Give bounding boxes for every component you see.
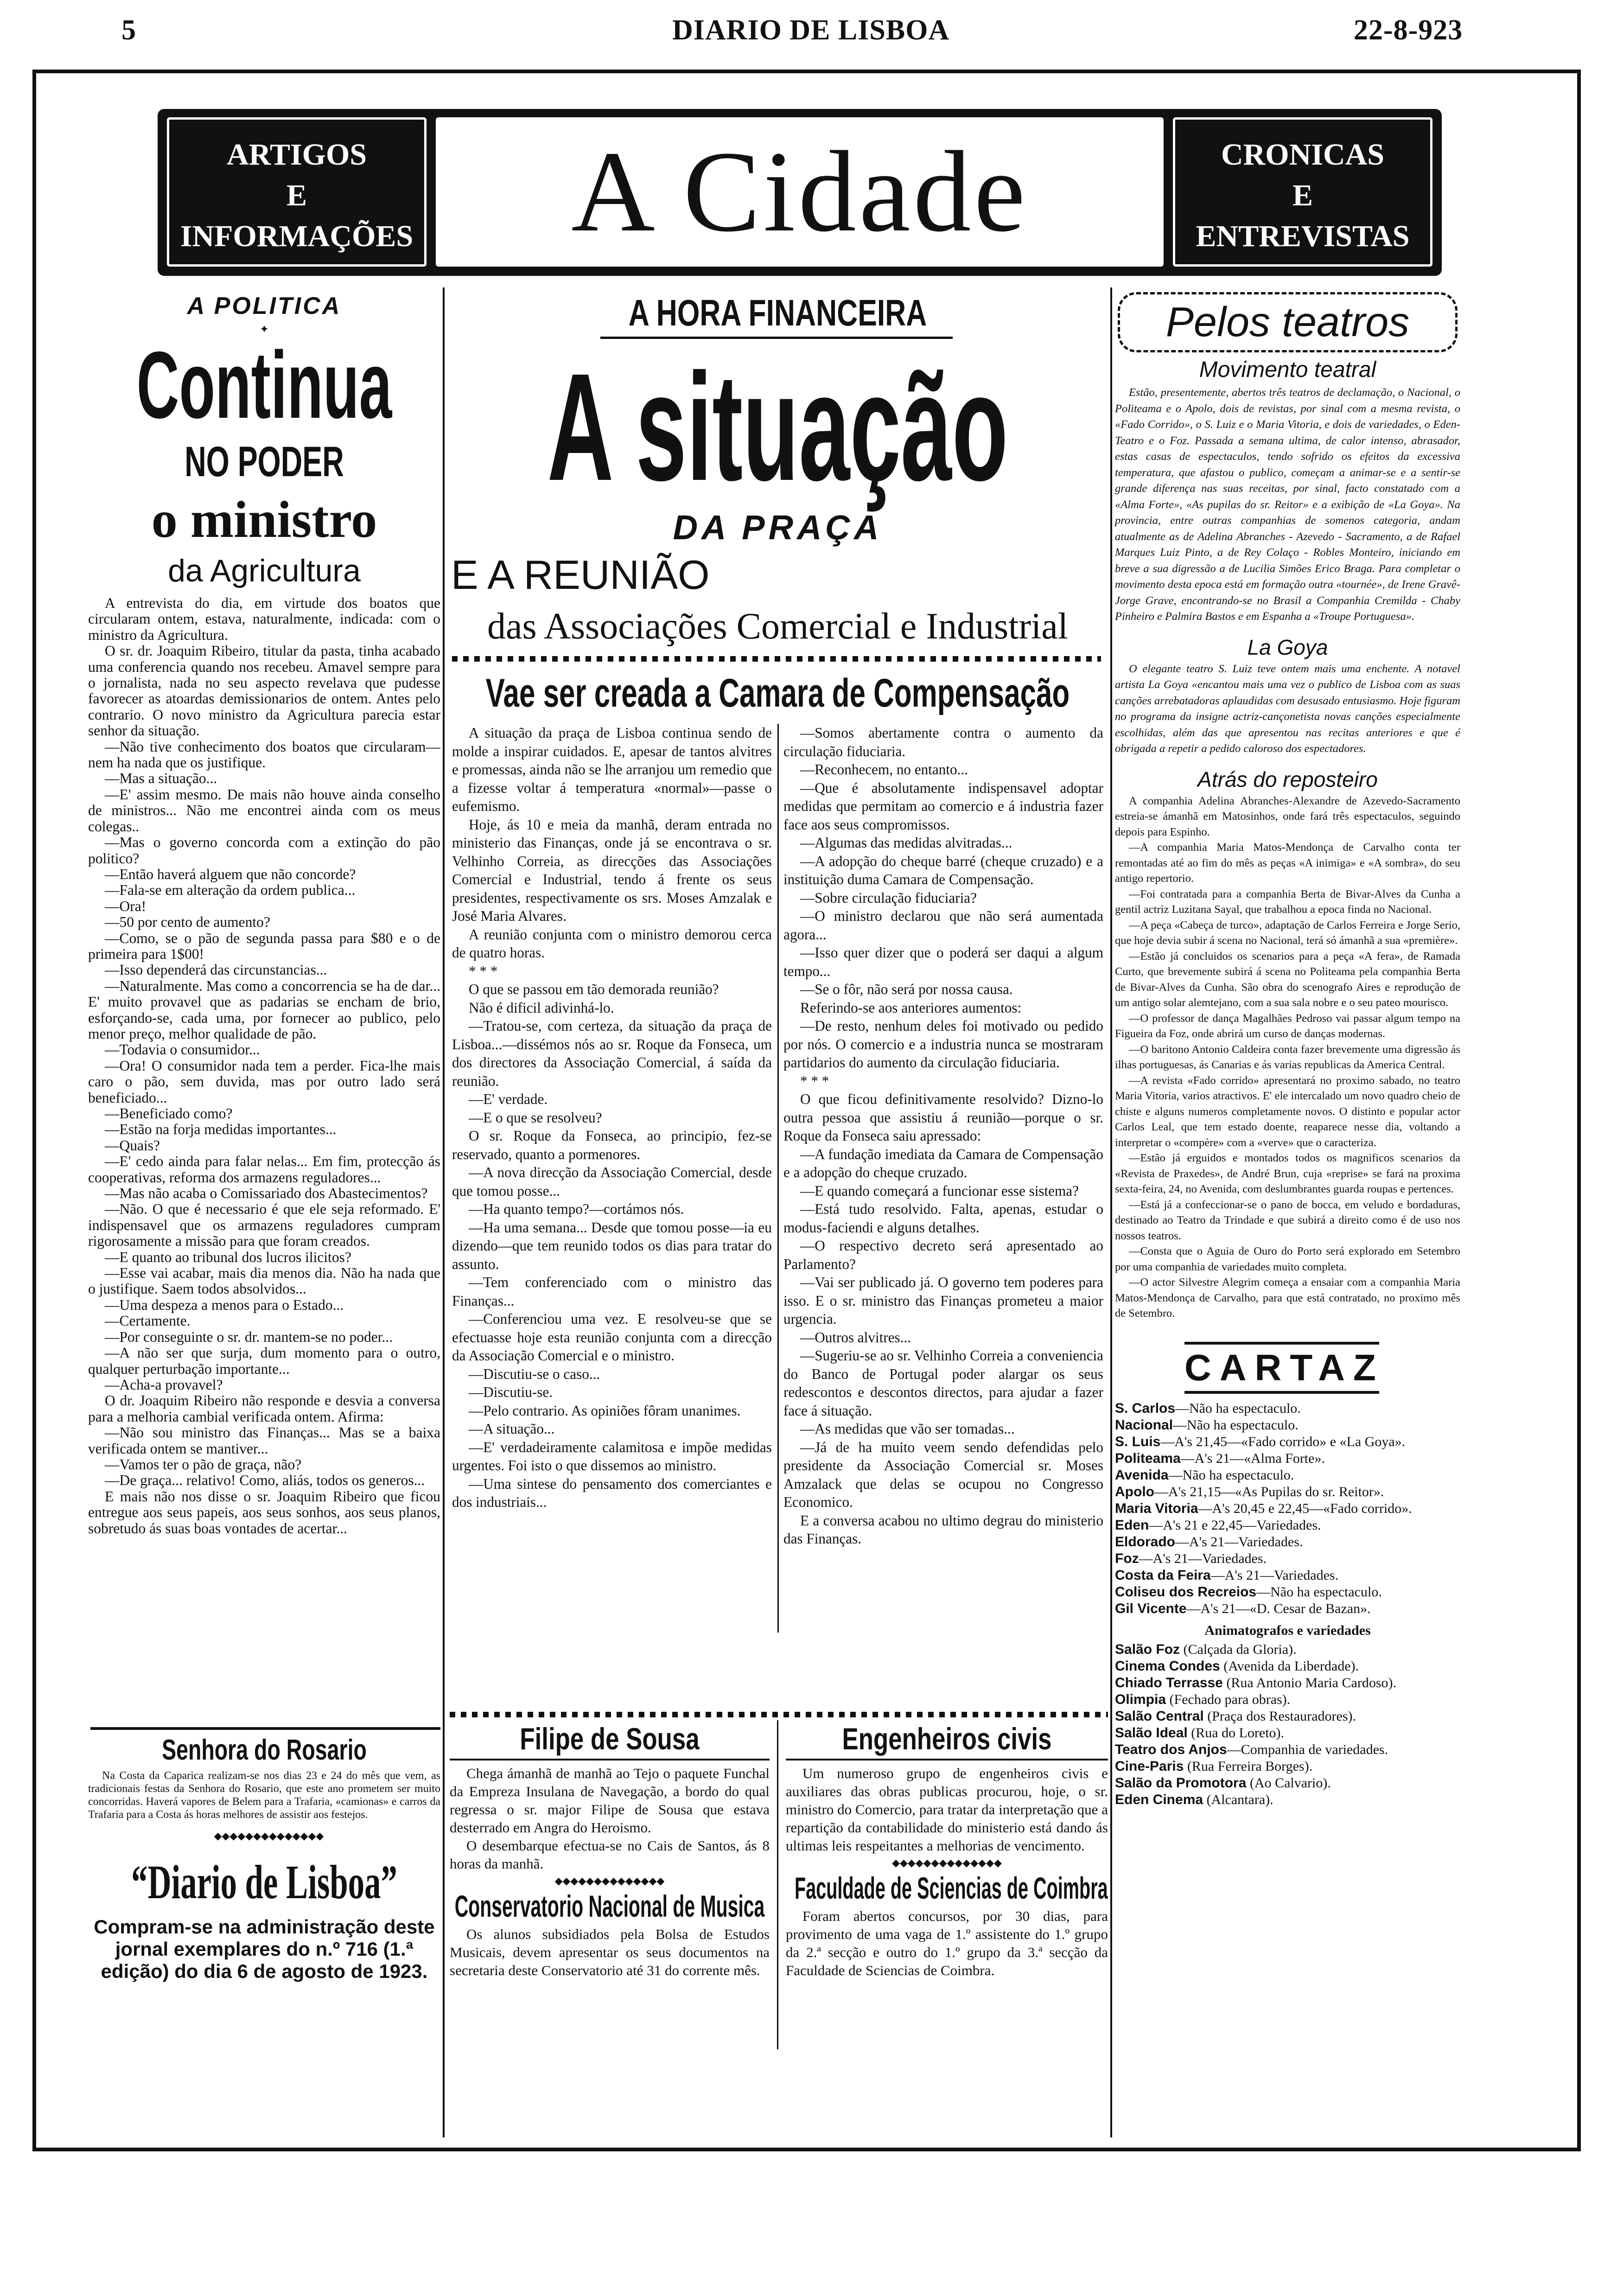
listing-item: [1115, 1450, 1460, 1467]
article-paragraph: —Algumas das medidas alvitradas...: [800, 835, 1012, 851]
article-paragraph: —Esse vai acabar, mais dia menos dia. Não ha nada que o justifique. Saem todos absolvidos...: [88, 1265, 440, 1297]
article-subhead: o ministro: [151, 491, 377, 548]
banner-right-line: CRONICAS: [1221, 138, 1385, 172]
article-paragraph: O sr. dr. Joaquim Ribeiro, titular da pasta, tinha acabado uma conferencia quando nos recebeu. Amavel sempre para o jornalista, nada no seu aspecto revelava que pudesse favorecer as atoardas demissionarios de ontem. Antes pelo contrario. O novo ministro da Agricultura parecia estar senhor da situação.: [88, 643, 440, 739]
article-paragraph: —Então haverá alguem que não concorde?: [105, 866, 356, 882]
article-paragraph: —Já de ha muito veem sendo defendidas pelo presidente da Associação Comercial sr. Moses Amzalack que delas se ocupou no Congresso Economico.: [783, 1439, 1103, 1510]
article-subhead: Movimento teatral: [1199, 357, 1376, 382]
article-paragraph: —A fundação imediata da Camara de Compensação e a adopção do cheque cruzado.: [783, 1146, 1103, 1180]
listing-info: (Rua Ferreira Borges).: [1184, 1758, 1313, 1774]
listing-item: [1115, 1434, 1460, 1450]
listing-info: (Rua do Loreto).: [1187, 1725, 1285, 1741]
listing-venue: Cinema Condes: [1115, 1658, 1220, 1674]
listing-venue: Salão Foz: [1115, 1641, 1180, 1657]
title-rule: [450, 1759, 770, 1760]
banner-left-line: E: [286, 179, 307, 212]
listing-info: (Alcantara).: [1203, 1792, 1273, 1807]
article-paragraph: —Quais?: [105, 1137, 160, 1154]
article-paragraph: E a conversa acabou no ultimo degrau do ministerio das Finanças.: [783, 1512, 1103, 1547]
banner-right-label: [1173, 117, 1432, 267]
notice-body: [786, 1907, 1108, 1979]
listing-venue: Teatro dos Anjos: [1115, 1741, 1227, 1757]
listing-item: [1115, 1500, 1460, 1517]
article-body-left: [452, 724, 772, 1633]
listing-info: —A's 21—«D. Cesar de Bazan».: [1186, 1601, 1371, 1616]
article-paragraph: —Ora!: [105, 898, 146, 914]
article-paragraph: —Estão já erguidos e montados todos os magnificos scenarios da «Revista de Praxedes», de André Brun, cuja «reprise» se fará na proxima sexta-feira, 24, no Avenida, com deslumbrantes guarda roupas e pertences.: [1115, 1152, 1460, 1195]
article-paragraph: —Discutiu-se o caso...: [469, 1365, 600, 1382]
listing-info: —A's 21,45—«Fado corrido» e «La Goya».: [1160, 1434, 1406, 1449]
article-paragraph: —Está tudo resolvido. Falta, apenas, estudar o modus-faciendi e alguns detalhes.: [783, 1201, 1103, 1236]
article-paragraph: —Como, se o pão de segunda passa para $80 e o de primeira para 1$00!: [88, 930, 440, 962]
article-paragraph: —Uma despeza a menos para o Estado...: [105, 1296, 344, 1313]
kicker-ornament: ✦: [259, 323, 269, 336]
article-paragraph: —De resto, nenhum deles foi motivado ou pedido por nós. O comercio e a industria nunca se mostraram partidarios do aumento da circulação fiduciaria.: [783, 1018, 1103, 1071]
notice-body: Compram-se na administração deste jornal exemplares do n.º 716 (1.ª edição) do dia 6 de agosto de 1923.: [94, 1916, 435, 1982]
article-paragraph: —Estão na forja medidas importantes...: [105, 1121, 337, 1138]
listing-item: [1115, 1675, 1460, 1691]
listing-venue: S. Carlos: [1115, 1400, 1176, 1416]
listing-item: [1115, 1691, 1460, 1708]
listing-item: [1115, 1467, 1460, 1484]
listing-info: —A's 21—«Alma Forte».: [1180, 1450, 1325, 1466]
listing-item: [1115, 1534, 1460, 1550]
article-paragraph: —Sugeriu-se ao sr. Velhinho Correia a conveniencia do Banco de Portugal poder alargar os seus redescontos e descontos directos, para ajudar a fazer face á situação.: [783, 1347, 1103, 1419]
article-paragraph: —Isso dependerá das circunstancias...: [105, 962, 327, 978]
article-paragraph: —Somos abertamente contra o aumento da circulação fiduciaria.: [783, 725, 1103, 759]
politics-article: [88, 292, 440, 1768]
article-paragraph: Hoje, ás 10 e meia da manhã, deram entrada no ministerio das Finanças, onde já se encontrava o sr. Velhinho Correia, as direcções das Associações Comercial e Industrial, tendo á frente os seus presidentes, respectivamente os srs. Moses Amzalak e José Maria Alvares.: [452, 816, 772, 924]
masthead: DIARIO DE LISBOA: [672, 14, 950, 46]
notice-paragraph: O desembarque efectua-se no Cais de Santos, ás 8 horas da manhã.: [450, 1837, 770, 1872]
article-paragraph: * * *: [469, 963, 498, 979]
article-paragraph: —E' cedo ainda para falar nelas... Em fim, protecção ás cooperativas, reforma dos armazens reguladores...: [88, 1153, 440, 1186]
article-paragraph: —Discutiu-se.: [469, 1384, 553, 1400]
article-body: [88, 595, 440, 1768]
article-paragraph: O que ficou definitivamente resolvido? Dizno-lo outra pessoa que assistiu á reunião—porque o sr. Roque da Fonseca saiu apressado:: [783, 1091, 1103, 1144]
article-paragraph: —Por conseguinte o sr. dr. mantem-se no poder...: [105, 1328, 393, 1345]
notice-paragraph: Foram abertos concursos, por 30 dias, para provimento de uma vaga de 1.º assistente do 1.º grupo da 2.ª secção e outro do 1.º grupo da 3.ª secção da Faculdade de Sciencias de Coimbra.: [786, 1908, 1108, 1978]
article-paragraph: —Conferenciou uma vez. E resolveu-se que se efectuasse hoje esta reunião conjunta com a direcção da Associação Comercial e o ministro.: [452, 1311, 772, 1364]
article-paragraph: —A nova direcção da Associação Comercial, desde que tomou posse...: [452, 1164, 772, 1199]
section-divider: [90, 1727, 440, 1730]
ornament-divider: ◆◆◆◆◆◆◆◆◆◆◆◆◆◆: [892, 1857, 1002, 1869]
article-paragraph: —A situação...: [469, 1421, 555, 1437]
article-paragraph: A entrevista do dia, em virtude dos boatos que circularam ontem, estava, naturalmente, indicada: com o ministro da Agricultura.: [88, 595, 440, 643]
notice-body: [88, 1769, 440, 1821]
article-paragraph: —O ministro declarou que não será aumentada agora...: [783, 908, 1103, 943]
notice-paragraph: Os alunos subsidiados pela Bolsa de Estudos Musicais, devem apresentar os seus documentos na secretaria deste Conservatorio até 31 do corrente mês.: [450, 1926, 770, 1978]
article-paragraph: O que se passou em tão demorada reunião?: [469, 981, 719, 997]
article-subhead: NO PODER: [185, 438, 344, 485]
notice-paragraph: Na Costa da Caparica realizam-se nos dias 23 e 24 do mês que vem, as tradicionais festas da Senhora do Rosario, que este ano prometem ser muito concorridas. Haverá vapores de Belem para a Trafaria, «camionas» e carros da Trafaria para a Costa ás horas melhores de assistir aos festejos.: [88, 1770, 440, 1821]
banner-left-line: INFORMAÇÕES: [180, 219, 414, 253]
article-paragraph: —O professor de dança Magalhães Pedroso vai passar algum tempo na Figueira da Foz, onde abrirá um curso de danças modernas.: [1115, 1012, 1460, 1040]
article-paragraph: —Naturalmente. Mas como a concorrencia se ha de dar... E' muito provavel que as padarias se encham de brio, esforçando-se, cada uma, por fornecer ao publico, pelo menor preço, melhor qualidade de pão.: [88, 977, 440, 1042]
listing-info: —Não ha espectaculo.: [1173, 1417, 1299, 1433]
listing-venue: Chiado Terrasse: [1115, 1675, 1223, 1690]
article-paragraph: —A peça «Cabeça de turco», adaptação de Carlos Ferreira e Jorge Serio, que hoje devia subir á scena no Nacional, terá só ámanhã a sua «première».: [1115, 918, 1460, 947]
article-paragraph: —Ha quanto tempo?—cortámos nós.: [469, 1201, 684, 1217]
article-paragraph: —Acha-a provavel?: [105, 1376, 223, 1393]
listing-venue: Avenida: [1115, 1467, 1169, 1483]
column-rule: [1110, 287, 1112, 2137]
listing-info: —A's 21—Variedades.: [1139, 1550, 1267, 1566]
article-body: [1115, 793, 1460, 1321]
listing-info: (Fechado para obras).: [1166, 1691, 1291, 1707]
article-paragraph: —E quanto ao tribunal dos lucros ilicitos?: [105, 1249, 351, 1265]
article-paragraph: —Tem conferenciado com o ministro das Finanças...: [452, 1274, 772, 1309]
notice-body: [450, 1925, 770, 1979]
listing-item: [1115, 1417, 1460, 1434]
listing-info: (Calçada da Gloria).: [1180, 1641, 1297, 1657]
article-paragraph: —E' verdadeiramente calamitosa e impõe medidas urgentes. Foi isto o que dissemos ao ministro.: [452, 1439, 772, 1473]
article-paragraph: Estão, presentemente, abertos três teatros de declamação, o Nacional, o Politeama e o Apolo, dois de revistas, por sinal com a mesma revista, o «Fado Corrido», o S. Luiz e o Maria Vitoria, e dois de variedades, o Eden-Teatro e o Foz. Passada a semana ultima, de calor intenso, abrasador, estas casas de espectaculos, tendo sofrido os efeitos da excessiva temperatura, que afastou o publico, começam a animar-se e a sentir-se grande diferença nas suas receitas, por sinal, facto constatado com a «Alma Forte», «As pupilas do sr. Reitor» e a exibição de «La Goya». Na provincia, entre outras companhias de somenos categoria, andam atualmente as de Adelina Abranches - Azevedo - Sacramento, a de Rafael Marques Luiz Pinto, a de Rey Colaço - Robles Monteiro, iniciando em breve a sua digressão a de Lucilia Simões Erico Braga. Para completar o movimento desta epoca está em formação outra «tournée», de Irene Gravê-Jorge Grave, encontrando-se no Brasil a Companhia Cremilda - Chaby Pinheiro e Palmira Bastos e em Espanha a «Troupe Portuguesa».: [1115, 386, 1460, 623]
listing-item: [1115, 1484, 1460, 1500]
listing-info: —Não ha espectaculo.: [1168, 1467, 1294, 1483]
listing-info: —A's 21 e 22,45—Variedades.: [1149, 1517, 1321, 1533]
listing-info: —A's 20,45 e 22,45—«Fado corrido».: [1198, 1500, 1412, 1516]
article-paragraph: —A companhia Maria Matos-Mendonça de Carvalho conta ter remontadas até ao fim do mês as peças «A inimiga» e «A sombra», do seu antigo repertorio.: [1115, 841, 1460, 885]
notice-title: Conservatorio Nacional de Musica: [454, 1889, 765, 1923]
listing-item: [1115, 1400, 1460, 1417]
kicker-rule: [600, 337, 953, 339]
article-kicker: A POLITICA: [187, 293, 342, 319]
listing-venue: Eden Cinema: [1115, 1792, 1203, 1807]
article-paragraph: —De graça... relativo! Como, aliás, todos os generos...: [105, 1472, 425, 1489]
rosario-notice: [88, 1734, 440, 1821]
article-paragraph: O elegante teatro S. Luiz teve ontem mais uma enchente. A notavel artista La Goya «encantou mais uma vez o publico de Lisboa com as suas canções arrebatadoras aplaudidas com desusado entusiasmo. Hoje figuram no programa da insigne actriz-cançonetista novas canções especialmente escolhidas, além das que apresentou nas recitas anteriores e que é obrigada a repetir a pedido caloroso dos espectadores.: [1115, 662, 1460, 755]
listing-venue: Apolo: [1115, 1484, 1154, 1499]
section-title: Pelos teatros: [1165, 299, 1410, 345]
listing-item: [1115, 1775, 1460, 1792]
article-paragraph: —50 por cento de aumento?: [105, 914, 270, 931]
article-paragraph: —Estão já concluidos os scenarios para a peça «A fera», de Ramada Curto, que brevemente subirá á scena no Politeama pela companhia Berta de Bivar-Alves da Cunha. São obra do scenografo Aires e reprodução de um antigo solar alemtejano, com a sua sala nobre e o seu pateo mourisco.: [1115, 950, 1460, 1009]
article-paragraph: —O baritono Antonio Caldeira conta fazer brevemente uma digressão ás ilhas portuguesas, ás Canarias e ás varias republicas da America Central.: [1115, 1043, 1460, 1071]
banner-left-line: ARTIGOS: [226, 138, 367, 172]
article-subhead: Vae ser creada a Camara de Compensação: [485, 671, 1070, 715]
listing-venue: Politeama: [1115, 1450, 1181, 1466]
listing-item: [1115, 1550, 1460, 1567]
dotted-rule: [450, 1712, 1108, 1717]
article-paragraph: E mais não nos disse o sr. Joaquim Ribeiro que ficou entregue aos seus papeis, aos seus sonhos, aos seus planos, sobretudo ás suas boas vontades de acertar...: [88, 1488, 440, 1537]
notice-title: Engenheiros civis: [842, 1722, 1052, 1756]
ornament-divider: ◆◆◆◆◆◆◆◆◆◆◆◆◆◆: [214, 1830, 324, 1842]
issue-date: 22-8-923: [1354, 14, 1463, 46]
notice-title: Filipe de Sousa: [520, 1722, 700, 1756]
article-paragraph: A reunião conjunta com o ministro demorou cerca de quatro horas.: [452, 926, 772, 961]
article-paragraph: —Foi contratada para a companhia Berta de Bivar-Alves da Cunha a gentil actriz Luzitana Sayal, que trabalhou a epoca finda no Nacional.: [1115, 887, 1460, 916]
listing-item: [1115, 1792, 1460, 1808]
article-paragraph: —E' verdade.: [469, 1091, 548, 1107]
article-paragraph: —Ora! O consumidor nada tem a perder. Fica-lhe mais caro o pão, sem duvida, mas por outro lado será beneficiado...: [88, 1057, 440, 1106]
listing-info: —Não ha espectaculo.: [1256, 1584, 1382, 1600]
cartaz-subtitle: Animatografos e variedades: [1204, 1622, 1371, 1638]
listing-venue: Maria Vitoria: [1115, 1500, 1198, 1516]
listing-item: [1115, 1641, 1460, 1658]
article-paragraph: —A revista «Fado corrido» apresentará no proximo sabado, no teatro Maria Vitoria, varios atractivos. E' ele intercalado um novo quadro cheio de chiste e alguns numeros completamente novos. O distinto e popular actor Carlos Leal, que tem estado doente, reaparece nesse dia, voltando a interpretar o «compère» com a «verve» que o caracteriza.: [1115, 1074, 1460, 1149]
cartaz-list: [1115, 1400, 1460, 1617]
listing-venue: Eden: [1115, 1517, 1149, 1533]
listing-venue: Olimpia: [1115, 1691, 1166, 1707]
article-paragraph: —Vai ser publicado já. O governo tem poderes para isso. E o sr. ministro das Finanças prometeu a maior urgencia.: [783, 1274, 1103, 1327]
ornament-divider: ◆◆◆◆◆◆◆◆◆◆◆◆◆◆: [554, 1875, 665, 1887]
article-paragraph: —Se o fôr, não será por nossa causa.: [800, 981, 1013, 997]
article-paragraph: O dr. Joaquim Ribeiro não responde e desvia a conversa para a melhoria cambial verificada ontem. Afirma:: [88, 1392, 440, 1425]
article-paragraph: —Ha uma semana... Desde que tomou posse—ia eu dizendo—que tem reunido todos os dias para tratar do assunto.: [452, 1219, 772, 1272]
notice-title: “Diario de Lisboa”: [131, 1856, 397, 1909]
article-paragraph: —Todavia o consumidor...: [105, 1041, 260, 1058]
article-kicker: A HORA FINANCEIRA: [628, 292, 927, 333]
listing-venue: Coliseu dos Recreios: [1115, 1584, 1257, 1600]
section-banner: [158, 109, 1442, 276]
article-paragraph: —Sobre circulação fiduciaria?: [800, 889, 977, 906]
article-paragraph: O sr. Roque da Fonseca, ao principio, fez-se reservado, quanto a pormenores.: [452, 1128, 772, 1162]
dotted-rule: [452, 656, 1101, 662]
article-paragraph: —Fala-se em alteração da ordem publica...: [105, 882, 356, 899]
listing-venue: Salão da Promotora: [1115, 1775, 1247, 1791]
article-paragraph: —E quando começará a funcionar esse sistema?: [800, 1182, 1079, 1199]
article-paragraph: —Beneficiado como?: [105, 1105, 233, 1122]
article-paragraph: —Que é absolutamente indispensavel adoptar medidas que permitam ao comercio e á industria fazer face aos seus compromissos.: [783, 779, 1103, 833]
article-paragraph: —Está já a confeccionar-se o pano de bocca, em veludo e bordaduras, destinado ao Teatro da Trindade e que subirá a direito como é de uso nos nossos teatros.: [1115, 1198, 1460, 1242]
article-subhead: E A REUNIÃO: [451, 552, 710, 598]
listing-venue: Cine-Paris: [1115, 1758, 1184, 1774]
article-paragraph: —A adopção do cheque barré (cheque cruzado) e a instituição duma Camara de Compensação.: [783, 853, 1103, 887]
article-paragraph: —Reconhecem, no entanto...: [800, 761, 968, 778]
article-paragraph: Não é dificil adivinhá-lo.: [469, 999, 614, 1016]
article-paragraph: —Tratou-se, com certeza, da situação da praça de Lisboa...—dissémos nós ao sr. Roque da Fonseca, um dos directores da Associação Comercial, á saída da reunião.: [452, 1018, 772, 1089]
listing-item: [1115, 1584, 1460, 1601]
listing-item: [1115, 1517, 1460, 1534]
listing-item: [1115, 1758, 1460, 1775]
listing-info: —A's 21—Variedades.: [1175, 1534, 1303, 1550]
article-paragraph: —Uma sintese do pensamento dos comerciantes e dos industriais...: [452, 1475, 772, 1510]
listing-item: [1115, 1658, 1460, 1675]
article-subhead: Atrás do reposteiro: [1197, 767, 1378, 791]
listing-info: —A's 21—Variedades.: [1210, 1567, 1339, 1583]
listing-item: [1115, 1741, 1460, 1758]
article-paragraph: —A não ser que surja, dum momento para o outro, qualquer perturbação importante...: [88, 1345, 440, 1377]
article-paragraph: —Não. O que é necessario é que ele seja reformado. E' indispensavel que os armazens reguladores cumpram rigorosamente a missão para que foram creados.: [88, 1201, 440, 1250]
banner-right-line: ENTREVISTAS: [1196, 219, 1410, 253]
notice-body: [786, 1764, 1108, 1855]
listing-venue: Costa da Feira: [1115, 1567, 1211, 1583]
article-paragraph: —E' assim mesmo. De mais não houve ainda conselho de ministros... Não me encontrei ainda com os meus colegas..: [88, 786, 440, 835]
article-paragraph: A companhia Adelina Abranches-Alexandre de Azevedo-Sacramento estreia-se ámanhã em Matosinhos, onde fará três espectaculos, seguindo depois para Espinho.: [1115, 794, 1460, 838]
notice-title: Faculdade de Sciencias de Coimbra: [795, 1871, 1108, 1905]
article-paragraph: —Pelo contrario. As opiniões fôram unanimes.: [469, 1402, 741, 1419]
article-paragraph: —Mas a situação...: [105, 770, 217, 787]
article-headline: A situação: [547, 341, 1008, 512]
cinema-list: [1115, 1641, 1460, 1808]
article-paragraph: —Isso quer dizer que o poderá ser daqui a algum tempo...: [783, 944, 1103, 979]
notice-title: Senhora do Rosario: [162, 1734, 367, 1766]
article-headline: Continua: [136, 332, 392, 438]
article-paragraph: —Certamente.: [105, 1313, 191, 1329]
article-paragraph: Referindo-se aos anteriores aumentos:: [800, 999, 1022, 1016]
article-body: [1115, 385, 1460, 625]
banner-left-label: [167, 117, 427, 267]
diario-notice: [88, 1855, 440, 1983]
notice-paragraph: Chega ámanhã de manhã ao Tejo o paquete Funchal da Empreza Insulana de Navegação, a bordo do qual regressa o sr. major Filipe de Sousa que estava desterrado em Angra do Heroismo.: [450, 1765, 770, 1836]
listing-item: [1115, 1567, 1460, 1584]
article-paragraph: —Consta que o Aguia de Ouro do Porto será explorado em Setembro por uma companhia de variedades muito completa.: [1115, 1245, 1460, 1273]
article-subhead: DA PRAÇA: [673, 508, 883, 547]
article-body: [1115, 661, 1460, 757]
article-subhead: das Associações Comercial e Industrial: [487, 606, 1068, 647]
listing-info: —A's 21,15—«As Pupilas do sr. Reitor».: [1154, 1484, 1384, 1499]
page-number: 5: [121, 14, 136, 46]
section-title-box: [1118, 292, 1458, 352]
listing-item: [1115, 1601, 1460, 1617]
cartaz-title: CARTAZ: [1184, 1342, 1379, 1394]
listing-info: —Não ha espectaculo.: [1175, 1400, 1301, 1416]
listing-info: (Rua Antonio Maria Cardoso).: [1222, 1675, 1396, 1690]
finance-article: [447, 292, 1108, 1633]
listing-info: (Avenida da Liberdade).: [1220, 1658, 1359, 1674]
listing-venue: Salão Ideal: [1115, 1725, 1188, 1741]
listing-item: [1115, 1708, 1460, 1725]
article-paragraph: —Mas o governo concorda com a extinção do pão politico?: [88, 834, 440, 867]
banner-title: A Cidade: [436, 117, 1164, 267]
article-paragraph: —E o que se resolveu?: [469, 1109, 602, 1126]
notice-body: [450, 1764, 770, 1873]
article-paragraph: —Outros alvitres...: [800, 1329, 911, 1346]
title-rule: [786, 1759, 1108, 1760]
engineers-notice: [786, 1722, 1108, 1979]
listing-venue: Gil Vicente: [1115, 1601, 1187, 1616]
listing-venue: S. Luis: [1115, 1434, 1161, 1449]
article-paragraph: —As medidas que vão ser tomadas...: [800, 1421, 1015, 1437]
article-body-right: [783, 724, 1103, 1633]
filipe-notice: [450, 1722, 770, 1979]
listing-venue: Foz: [1115, 1550, 1139, 1566]
article-paragraph: —Vamos ter o pão de graça, não?: [105, 1456, 302, 1473]
listing-info: (Praça dos Restauradores).: [1203, 1708, 1356, 1724]
inner-rule: [777, 724, 779, 1633]
article-subhead: da Agricultura: [168, 553, 361, 588]
article-paragraph: —O actor Silvestre Alegrim começa a ensaiar com a companhia Maria Matos-Mendonça de Carvalho, para que está contratado, no proximo mês de Setembro.: [1115, 1276, 1460, 1320]
article-paragraph: —Mas não acaba o Comissariado dos Abastecimentos?: [105, 1185, 428, 1202]
listing-venue: Nacional: [1115, 1417, 1173, 1433]
article-paragraph: * * *: [800, 1072, 829, 1089]
listing-item: [1115, 1725, 1460, 1741]
article-paragraph: A situação da praça de Lisboa continua sendo de molde a inspirar cuidados. E, apesar de tantos alvitres e promessas, ainda não se lhe arranjou um remedio que a fizesse voltar á temperatura «normal»—passe o eufemismo.: [452, 725, 772, 814]
article-paragraph: —Não tive conhecimento dos boatos que circularam—nem ha nada que os justifique.: [88, 738, 440, 771]
listing-venue: Salão Central: [1115, 1708, 1204, 1724]
listing-venue: Eldorado: [1115, 1534, 1176, 1550]
page-header: [0, 9, 1617, 60]
article-paragraph: —Não sou ministro das Finanças... Mas se a baixa verificada ontem se mantiver...: [88, 1424, 440, 1457]
article-paragraph: —O respectivo decreto será apresentado ao Parlamento?: [783, 1237, 1103, 1272]
notice-paragraph: Um numeroso grupo de engenheiros civis e auxiliares das obras publicas procurou, hoje, o sr. ministro do Comercio, para tratar da interpretação que a repartição da contabilidade do ministerio está dando ás ultimas leis respeitantes a melhorias de vencimento.: [786, 1765, 1108, 1854]
article-subhead: La Goya: [1247, 635, 1328, 659]
theatre-section: [1115, 292, 1460, 1808]
banner-right-line: E: [1292, 179, 1313, 212]
listing-info: (Ao Calvario).: [1246, 1775, 1331, 1791]
inner-rule: [777, 1720, 778, 2049]
listing-info: —Companhia de variedades.: [1227, 1741, 1388, 1757]
